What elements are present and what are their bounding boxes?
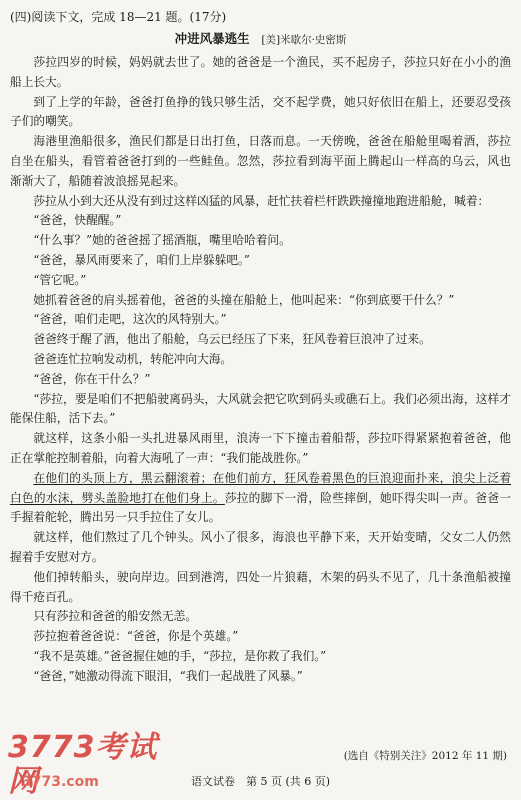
paragraph: 莎拉从小到大还从没有到过这样凶猛的风暴，赶忙扶着栏杆跌跌撞撞地跑进船舱，喊着： <box>33 193 490 208</box>
article-body <box>10 53 511 687</box>
watermark-url: 3773.com <box>22 774 99 790</box>
paragraph: 她抓着爸爸的肩头摇着他，爸爸的头撞在船舱上，他叫起来：“你到底要干什么？” <box>33 292 455 307</box>
underlined-sentence: 在他们的头顶上方，黑云翻滚着；在他们前方，狂风卷着黑色的巨浪迎面扑来，浪尖上泛着白色的水沫，劈头盖脸地打在他们身上。 <box>10 470 511 505</box>
paragraph: “莎拉，要是咱们不把船驶离码头，大风就会把它吹到码头或礁石上。我们必须出海，这样才能保住船，活下去。” <box>10 391 511 426</box>
paragraph: “爸爸，快醒醒。” <box>33 213 122 228</box>
section-heading: (四)阅读下文，完成 18—21 题。(17分) <box>10 10 227 24</box>
paragraph: “什么事？”她的爸爸摇了摇酒瓶，嘴里哈哈着问。 <box>33 233 291 248</box>
article-source: (选自《特别关注》2012 年 11 期) <box>343 750 507 762</box>
paragraph: “爸爸，暴风雨要来了，咱们上岸躲躲吧。” <box>33 252 250 267</box>
paragraph: 就这样，他们熬过了几个钟头。风小了很多，海浪也平静下来，天开始变晴，父女二人仍然握着手安慰对方。 <box>10 530 511 564</box>
paragraph: 莎拉抱着爸爸说：“爸爸，你是个英雄。” <box>33 629 239 644</box>
paragraph: “爸爸，你在干什么？” <box>33 371 151 386</box>
paragraph: “管它呢。” <box>33 272 87 287</box>
paragraph: 莎拉四岁的时候，妈妈就去世了。她的爸爸是一个渔民，买不起房子，莎拉只好在小小的渔船上长大。 <box>10 55 511 89</box>
article-title: 冲进风暴逃生 <box>174 31 250 46</box>
page-footer: 语文试卷 第 5 页 (共 6 页) <box>190 775 331 788</box>
article-header <box>10 30 511 49</box>
watermark-logo-text: 3773考试网 <box>8 730 158 799</box>
paragraph: 爸爸终于醒了酒，他出了船舱，乌云已经压了下来，狂风卷着巨浪冲了过来。 <box>33 332 431 347</box>
paragraph: 爸爸连忙拉响发动机，转舵冲向大海。 <box>33 351 233 366</box>
paragraph: 他们掉转船头，驶向岸边。回到港湾，四处一片狼藉，木架的码头不见了，几十条渔船被撞得千疮百孔。 <box>10 569 511 604</box>
paragraph-remainder: 莎拉的脚下一滑，险些摔倒，她吓得尖叫一声。爸爸一手握着舵轮，腾出另一只手拉住了女儿。 <box>10 490 511 525</box>
paragraph: “我不是英雄。”爸爸握住她的手，“莎拉，是你救了我们。” <box>33 648 327 663</box>
paragraph: “爸爸，”她激动得流下眼泪，“我们一起战胜了风暴。” <box>33 668 303 683</box>
underlined-paragraph <box>10 469 511 528</box>
paragraph: 就这样，这条小船一头扎进暴风雨里，浪涛一下下撞击着船帮，莎拉吓得紧紧抱着爸爸，他正在掌舵控制着船，向着大海吼了一声：“我们能战胜你。” <box>10 431 511 465</box>
paragraph: “爸爸，咱们走吧，这次的风特别大。” <box>33 312 227 327</box>
article-author: [美]米歇尔·史密斯 <box>261 34 347 46</box>
paragraph: 到了上学的年龄，爸爸打鱼挣的钱只够生活，交不起学费，她只好依旧在船上，还要忍受孩子们的嘲笑。 <box>10 94 511 129</box>
paragraph: 只有莎拉和爸爸的船安然无恙。 <box>33 609 198 624</box>
paragraph: 海港里渔船很多，渔民们都是日出打鱼，日落而息。一天傍晚，爸爸在船舱里喝着酒，莎拉自坐在船头，看管着爸爸打到的一些鲑鱼。忽然，莎拉看到海平面上腾起山一样高的乌云，风也渐渐大了，船随着波浪摇晃起来。 <box>10 134 511 188</box>
